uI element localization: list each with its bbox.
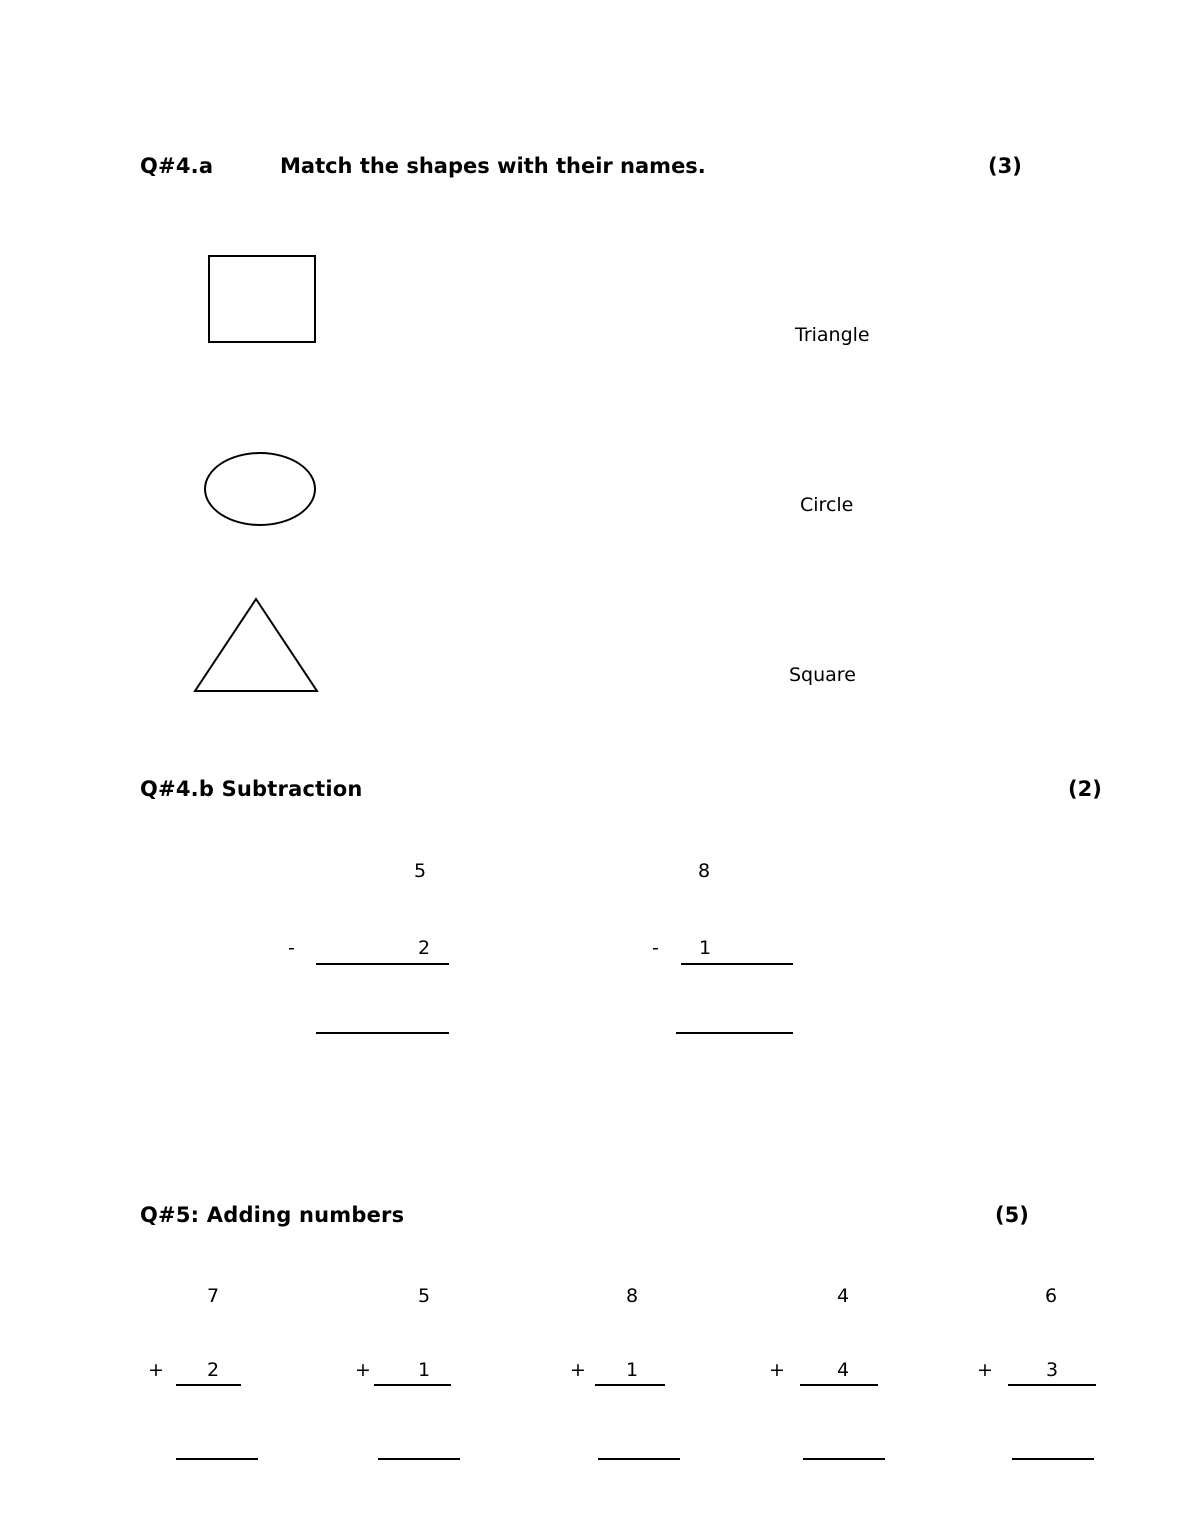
addition-5-answer-rule[interactable]	[1012, 1458, 1094, 1460]
addition-1-top: 7	[206, 1285, 220, 1307]
question-4b-label: Q#4.b Subtraction	[140, 777, 363, 801]
addition-4-top: 4	[836, 1285, 850, 1307]
subtraction-2-bottom: 1	[698, 937, 712, 959]
addition-4-operator: +	[769, 1359, 785, 1381]
addition-1-operator: +	[148, 1359, 164, 1381]
addition-1-operand-rule	[176, 1384, 241, 1386]
question-5-marks: (5)	[995, 1203, 1029, 1227]
subtraction-2-operand-rule	[681, 963, 793, 965]
addition-2-operand-rule	[374, 1384, 451, 1386]
subtraction-1-top: 5	[413, 860, 427, 882]
subtraction-2-answer-rule[interactable]	[676, 1032, 793, 1034]
question-4b-marks: (2)	[1068, 777, 1102, 801]
addition-1-answer-rule[interactable]	[176, 1458, 258, 1460]
addition-4-operand-rule	[800, 1384, 878, 1386]
addition-5-operand-rule	[1008, 1384, 1096, 1386]
addition-4-answer-rule[interactable]	[803, 1458, 885, 1460]
square-shape	[208, 255, 316, 343]
addition-3-answer-rule[interactable]	[598, 1458, 680, 1460]
addition-3-operator: +	[570, 1359, 586, 1381]
question-4a-label: Q#4.a	[140, 154, 214, 178]
subtraction-1-operator: -	[288, 937, 295, 959]
addition-5-operator: +	[977, 1359, 993, 1381]
addition-5-bottom: 3	[1045, 1359, 1059, 1381]
triangle-icon	[192, 596, 320, 694]
addition-5-top: 6	[1044, 1285, 1058, 1307]
shape-name-square[interactable]: Square	[789, 664, 856, 686]
question-4a-marks: (3)	[988, 154, 1022, 178]
addition-1-bottom: 2	[206, 1359, 220, 1381]
shape-name-triangle[interactable]: Triangle	[795, 324, 870, 346]
addition-4-bottom: 4	[836, 1359, 850, 1381]
subtraction-1-answer-rule[interactable]	[316, 1032, 449, 1034]
addition-3-top: 8	[625, 1285, 639, 1307]
addition-2-top: 5	[417, 1285, 431, 1307]
subtraction-1-operand-rule	[316, 963, 449, 965]
subtraction-2-top: 8	[697, 860, 711, 882]
addition-3-bottom: 1	[625, 1359, 639, 1381]
addition-2-operator: +	[355, 1359, 371, 1381]
subtraction-1-bottom: 2	[417, 937, 431, 959]
shape-name-circle[interactable]: Circle	[800, 494, 854, 516]
triangle-shape	[192, 596, 320, 694]
ellipse-shape	[204, 452, 316, 526]
question-4a-instruction: Match the shapes with their names.	[280, 154, 706, 178]
addition-2-bottom: 1	[417, 1359, 431, 1381]
question-5-label: Q#5: Adding numbers	[140, 1203, 405, 1227]
subtraction-2-operator: -	[652, 937, 659, 959]
addition-3-operand-rule	[595, 1384, 665, 1386]
addition-2-answer-rule[interactable]	[378, 1458, 460, 1460]
